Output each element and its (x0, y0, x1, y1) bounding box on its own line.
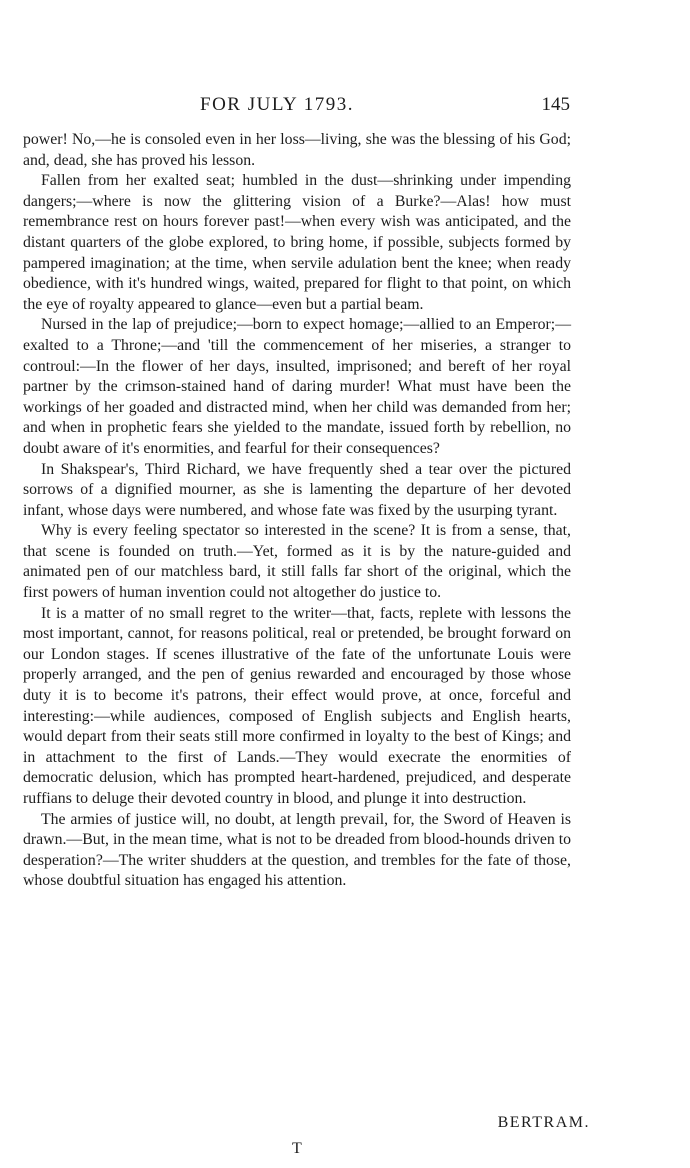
signature-mark: T (292, 1140, 302, 1157)
running-head-title: FOR JULY 1793. (200, 94, 355, 115)
running-head (0, 90, 690, 120)
paragraph-7: The armies of justice will, no doubt, at length prevail, for, the Sword of Heaven is drawn.—But, in the mean time, what is not to be dreaded from blood-hounds driven to desperation?—The writer shudders at the question, and trembles for the fate of those, whose doubtful situation has engaged his attention. (23, 810, 571, 890)
article-body (23, 130, 571, 892)
paragraph-1: power! No,—he is consoled even in her loss—living, she was the blessing of his God; and, dead, she has proved his lesson. (23, 131, 571, 169)
paragraph-5: Why is every feeling spectator so interested in the scene? It is from a sense, that, that scene is founded on truth.—Yet, formed as it is by the nature-guided and animated pen of our matchless bard, it still falls far short of the original, which the first powers of human invention could not altogether do justice to. (23, 522, 571, 602)
paragraph-6: It is a matter of no small regret to the writer—that, facts, replete with lessons the most important, cannot, for reasons political, real or pretended, be brought forward on our London stages. If scenes illustrative of the fate of the unfortunate Louis were properly arranged, and the pen of genius rewarded and encouraged by those whose duty it is to become it's patrons, their effect would prove, at once, forceful and interesting:—while audiences, composed of English subjects and English hearts, would depart from their seats still more confirmed in loyalty to the best of Kings; and in attachment to the first of Lands.—They would execrate the enormities of democratic delusion, which has prompted heart-hardened, prejudiced, and desperate ruffians to deluge their devoted country in blood, and plunge it into destruction. (23, 604, 571, 807)
paragraph-4: In Shakspear's, Third Richard, we have frequently shed a tear over the pictured sorrows of a dignified mourner, as she is lamenting the departure of her devoted infant, whose days were numbered, and whose fate was fixed by the usurping tyrant. (23, 460, 571, 519)
paragraph-3: Nursed in the lap of prejudice;—born to expect homage;—allied to an Emperor;—exalted to a Throne;—and 'till the commencement of her miseries, a stranger to controul:—In the flower of her days, insulted, imprisoned; and bereft of her royal partner by the crimson-stained hand of daring murder! What must have been the workings of her goaded and distracted mind, when her child was demanded from her; and when in prophetic fears she yielded to the mandate, issued forth by rebellion, no doubt aware of it's enormities, and fearful for their consequences? (23, 316, 571, 457)
paragraph-2: Fallen from her exalted seat; humbled in the dust—shrinking under impending dangers;—where is now the glittering vision of a Burke?—Alas! how must remembrance rest on hours forever past!—when every wish was anticipated, and the distant quarters of the globe explored, to bring home, if possible, subjects formed by pampered imagination; at the time, when servile adulation bent the knee; when ready obedience, with it's hundred wings, waited, prepared for flight to that point, on which the eye of royalty appeared to glance—even but a partial beam. (23, 172, 571, 313)
page-number: 145 (541, 94, 570, 115)
author-signature: BERTRAM. (497, 1114, 590, 1131)
